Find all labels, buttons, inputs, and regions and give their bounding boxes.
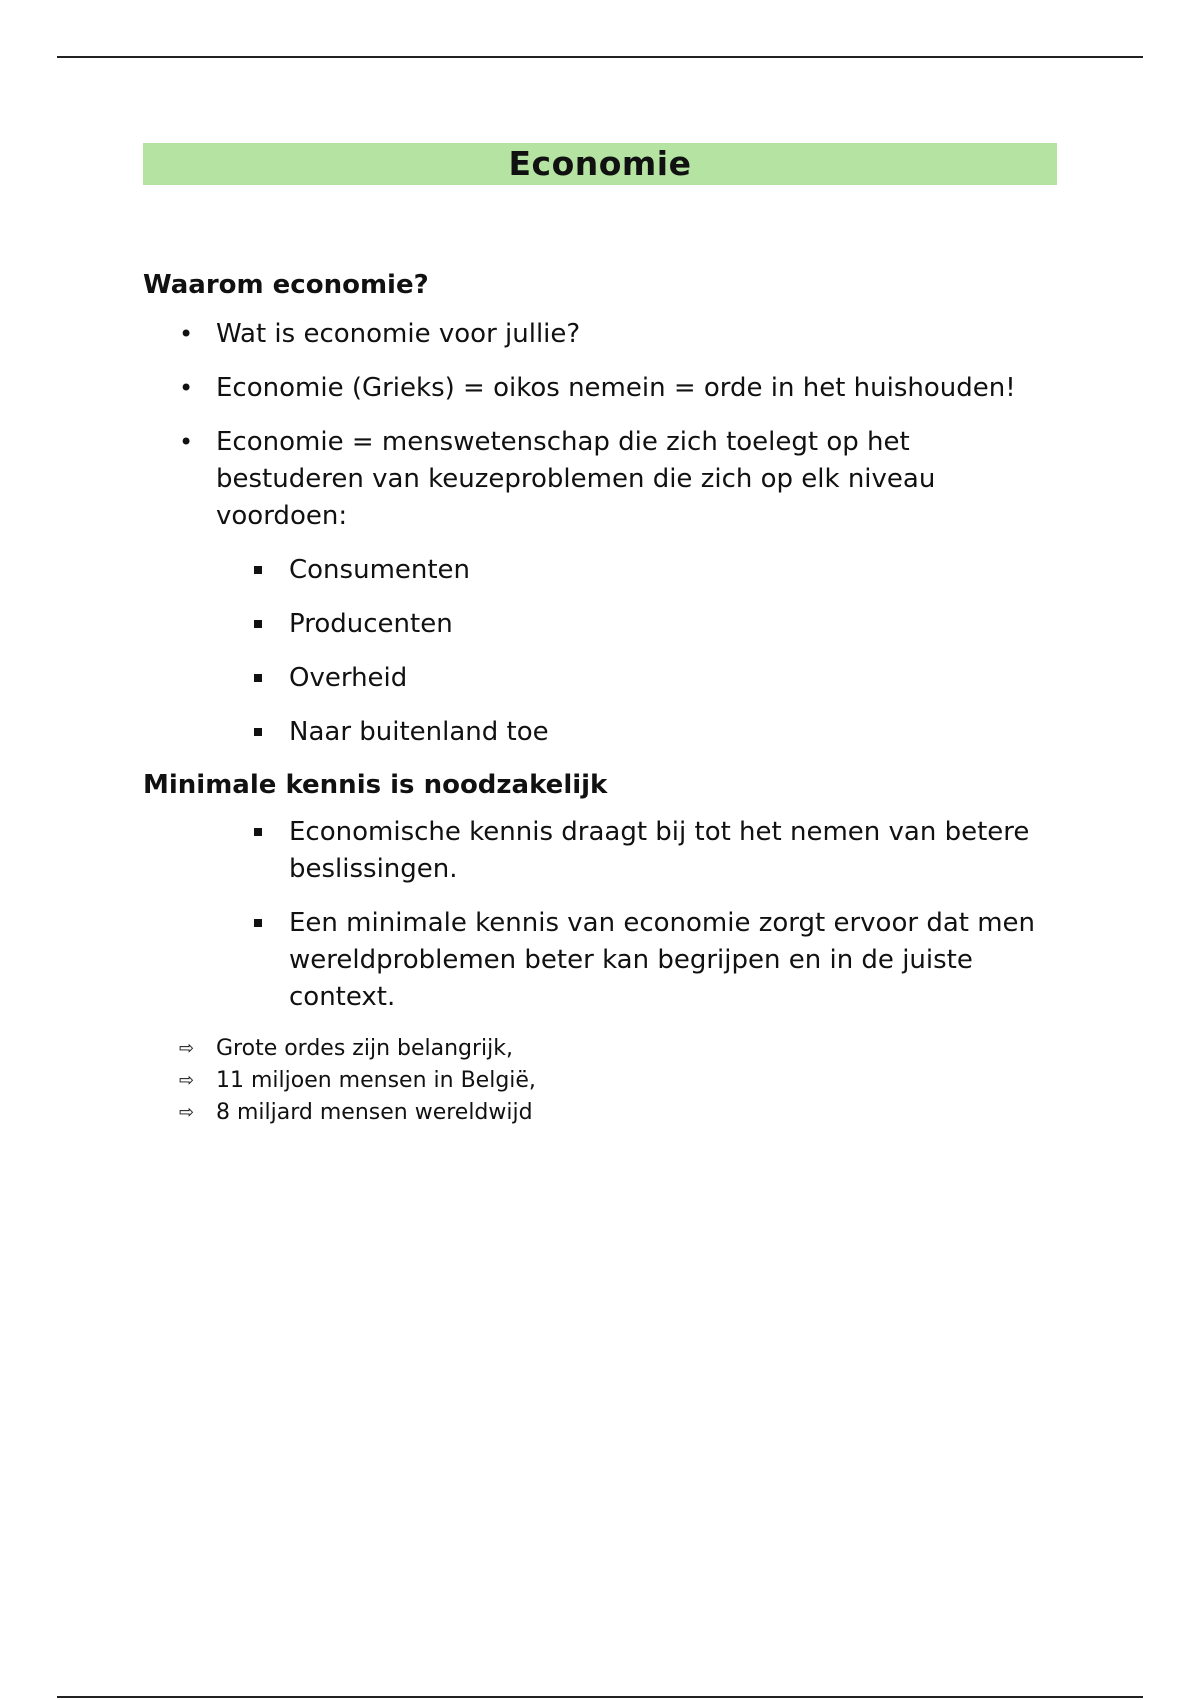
arrow-list-item [143,1033,1057,1065]
bullet-icon: • [179,320,194,348]
square-bullet-icon [254,566,262,574]
section2-arrow-list [143,1033,1057,1129]
arrow-list-item-text: Grote ordes zijn belangrijk, [216,1036,514,1061]
arrow-right-icon: ⇨ [179,1070,195,1091]
sub-list-item [143,660,1057,697]
square-bullet-icon [254,674,262,682]
arrow-list-item [143,1065,1057,1097]
bullet-icon: • [179,428,194,456]
list-item-text: Economie = menswetenschap die zich toelegt op het bestuderen van keuzeproblemen die zich op elk niveau voordoen: [216,427,936,531]
section-heading-waarom: Waarom economie? [143,270,429,300]
section2-sub-list [143,814,1057,1016]
arrow-right-icon: ⇨ [179,1102,195,1123]
sub-list-item-text: Consumenten [289,555,471,585]
sub-list-item-text: Een minimale kennis van economie zorgt ervoor dat men wereldproblemen beter kan begrijpen en in de juiste context. [289,908,1036,1012]
sub-list-item [143,552,1057,589]
arrow-list-item-text: 11 miljoen mensen in België, [216,1068,536,1093]
page-top-rule [57,56,1143,58]
sub-list-item [143,814,1057,888]
sub-list-item-text: Overheid [289,663,408,693]
page-bottom-rule [57,1696,1143,1698]
section1-sub-list [143,552,1057,751]
document-title: Economie [143,143,1057,185]
list-item-text: Wat is economie voor jullie? [216,319,581,349]
sub-list-item-text: Producenten [289,609,453,639]
sub-list-item [143,606,1057,643]
square-bullet-icon [254,728,262,736]
document-body [143,143,1057,1129]
square-bullet-icon [254,828,262,836]
arrow-list-item-text: 8 miljard mensen wereldwijd [216,1100,533,1125]
sub-list-item [143,905,1057,1016]
square-bullet-icon [254,919,262,927]
sub-list-item-text: Economische kennis draagt bij tot het nemen van betere beslissingen. [289,817,1030,884]
bullet-icon: • [179,374,194,402]
sub-list-item-text: Naar buitenland toe [289,717,549,747]
list-item [143,370,1057,407]
sub-list-item [143,714,1057,751]
section1-bullet-list [143,316,1057,535]
list-item [143,316,1057,353]
square-bullet-icon [254,620,262,628]
arrow-list-item [143,1097,1057,1129]
arrow-right-icon: ⇨ [179,1038,195,1059]
section-heading-minimale-kennis: Minimale kennis is noodzakelijk [143,770,608,800]
list-item-text: Economie (Grieks) = oikos nemein = orde in het huishouden! [216,373,1016,403]
list-item [143,424,1057,535]
